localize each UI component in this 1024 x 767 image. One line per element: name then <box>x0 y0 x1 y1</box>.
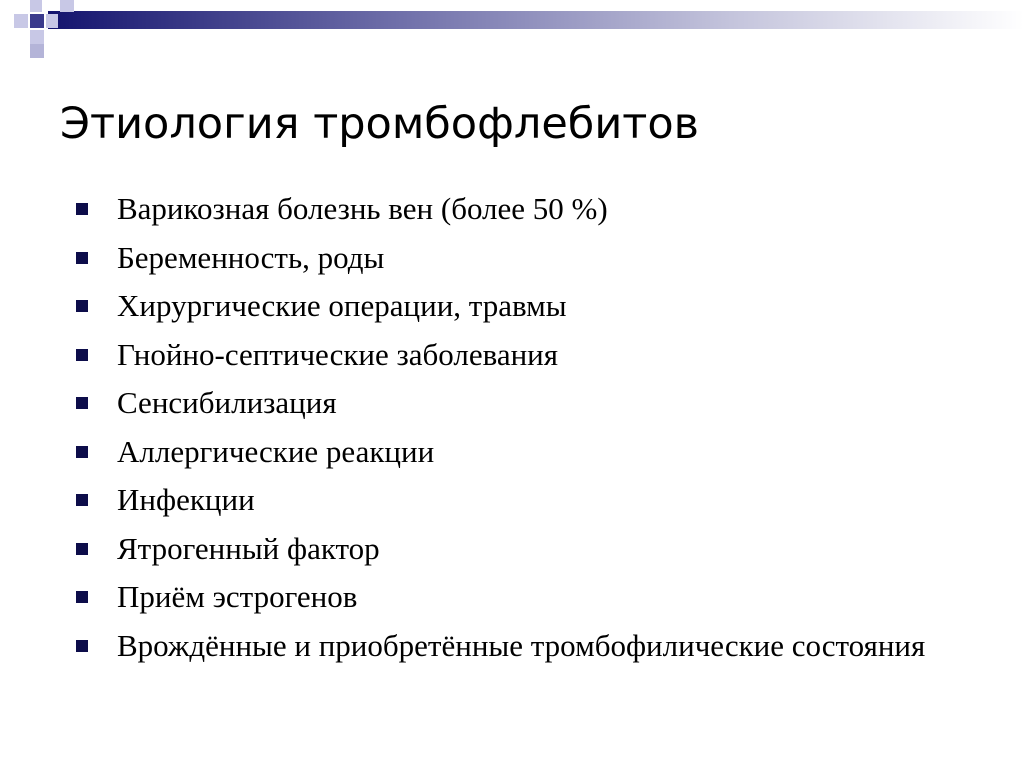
list-item-text: Приём эстрогенов <box>117 579 358 614</box>
list-item-text: Хирургические операции, травмы <box>117 288 567 323</box>
square-bullet-icon <box>76 446 88 458</box>
square-bullet-icon <box>76 494 88 506</box>
square-bullet-icon <box>76 252 88 264</box>
list-item <box>0 578 937 615</box>
list-item-text: Гнойно-септические заболевания <box>117 336 559 372</box>
list-item-text: Варикозная болезнь вен (более 50 %) <box>117 191 608 226</box>
deco-square <box>30 30 44 44</box>
bullet-list <box>0 190 1024 675</box>
list-item-text: Беременность, роды <box>117 239 385 275</box>
deco-square <box>30 0 42 12</box>
list-item-text: Ятрогенный фактор <box>117 530 380 566</box>
square-bullet-icon <box>76 397 88 409</box>
list-item-text: Аллергические реакции <box>117 433 435 469</box>
list-item-text: Инфекции <box>117 482 255 517</box>
square-bullet-icon <box>76 203 88 215</box>
deco-square <box>46 14 58 28</box>
deco-square <box>30 14 44 28</box>
square-bullet-icon <box>76 640 88 652</box>
list-item <box>0 481 937 518</box>
header-decoration <box>0 0 1024 60</box>
list-item-text: Сенсибилизация <box>117 385 337 420</box>
list-item <box>0 384 937 421</box>
header-gradient-bar <box>48 11 1024 29</box>
square-bullet-icon <box>76 300 88 312</box>
deco-square <box>14 44 28 58</box>
list-item <box>0 336 937 373</box>
list-item <box>0 190 937 227</box>
deco-square <box>60 0 74 12</box>
list-item <box>0 433 937 470</box>
deco-square <box>30 44 44 58</box>
square-bullet-icon <box>76 591 88 603</box>
deco-square <box>14 14 28 28</box>
list-item-text: Врождённые и приобретённые тромбофилические состояния <box>117 627 926 663</box>
list-item <box>0 627 937 664</box>
list-item <box>0 287 937 324</box>
square-bullet-icon <box>76 349 88 361</box>
slide-title: Этиология тромбофлебитов <box>60 99 699 149</box>
list-item <box>0 530 937 567</box>
square-bullet-icon <box>76 543 88 555</box>
list-item <box>0 239 937 276</box>
